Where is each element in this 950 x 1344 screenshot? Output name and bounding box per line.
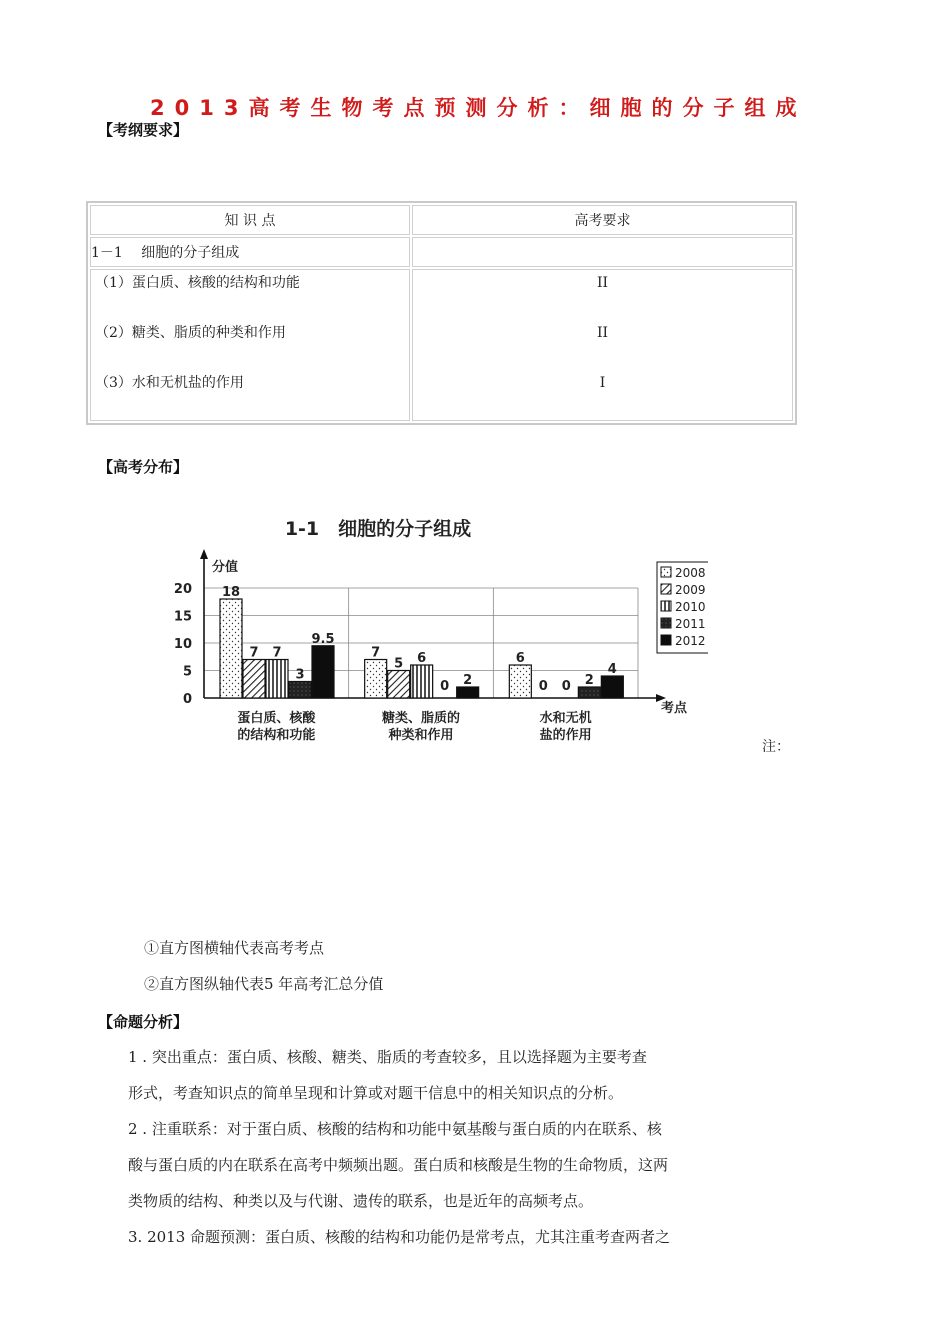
table-level: I bbox=[599, 375, 606, 391]
bar bbox=[365, 660, 387, 699]
note-line: ①直方图横轴代表高考考点 bbox=[144, 939, 325, 957]
x-category-label: 种类和作用 bbox=[388, 728, 454, 743]
bar bbox=[457, 687, 479, 698]
legend-label: 2011 bbox=[675, 617, 706, 631]
analysis-line: 类物质的结构、种类以及与代谢、遗传的联系，也是近年的高频考点。 bbox=[128, 1192, 594, 1210]
table-levels bbox=[412, 269, 793, 421]
table-item: （2）糖类、脂质的种类和作用 bbox=[95, 325, 286, 341]
analysis-line: 3. 2013 命题预测：蛋白质、核酸的结构和功能仍是常考点，尤其注重考查两者之 bbox=[128, 1228, 671, 1246]
y-axis-arrow bbox=[200, 549, 208, 559]
y-tick-label: 5 bbox=[182, 664, 192, 680]
legend-swatch bbox=[661, 584, 671, 594]
legend-label: 2009 bbox=[675, 583, 706, 597]
bar bbox=[578, 687, 600, 698]
note-line: ②直方图纵轴代表5 年高考汇总分值 bbox=[144, 975, 384, 993]
bar-value-label: 9.5 bbox=[311, 631, 335, 647]
y-tick-label: 0 bbox=[182, 692, 192, 707]
table-item: （1）蛋白质、核酸的结构和功能 bbox=[95, 275, 300, 291]
table-header-knowledge: 知 识 点 bbox=[90, 205, 410, 235]
bar bbox=[411, 665, 433, 698]
y-tick-label: 10 bbox=[173, 637, 192, 652]
analysis-line: 形式，考查知识点的简单呈现和计算或对题干信息中的相关知识点的分析。 bbox=[128, 1084, 624, 1102]
table-topic-level-empty bbox=[412, 237, 793, 267]
note-label: 注： bbox=[762, 739, 790, 755]
bar-value-label: 7 bbox=[249, 645, 259, 661]
legend-label: 2012 bbox=[675, 634, 706, 648]
table-item: （3）水和无机盐的作用 bbox=[95, 375, 244, 391]
table-topic: 1－1 细胞的分子组成 bbox=[90, 237, 410, 267]
y-tick-label: 15 bbox=[173, 609, 192, 625]
y-axis-label: 分值 bbox=[212, 560, 239, 575]
bar-value-label: 2 bbox=[584, 673, 594, 688]
requirements-table bbox=[86, 201, 797, 425]
x-category-label: 蛋白质、核酸 bbox=[237, 711, 316, 726]
bar-value-label: 7 bbox=[272, 645, 282, 661]
table-items bbox=[90, 269, 410, 421]
bar-value-label: 18 bbox=[221, 585, 241, 600]
page-title: 2013高考生物考点预测分析：细胞的分子组成 bbox=[150, 96, 807, 120]
legend-swatch bbox=[661, 567, 671, 577]
bar bbox=[312, 646, 334, 698]
y-tick-label: 20 bbox=[173, 582, 192, 597]
legend-swatch bbox=[661, 618, 671, 628]
table-header-level: 高考要求 bbox=[412, 205, 793, 235]
bar bbox=[388, 671, 410, 699]
section-distribution: 【高考分布】 bbox=[98, 458, 189, 476]
bar-value-label: 6 bbox=[515, 651, 525, 666]
bar-value-label: 0 bbox=[440, 679, 450, 694]
table-level: II bbox=[596, 275, 609, 291]
bar bbox=[266, 660, 288, 699]
bar-value-label: 7 bbox=[371, 645, 381, 661]
x-category-label: 盐的作用 bbox=[539, 728, 592, 743]
bar bbox=[289, 682, 311, 699]
bar bbox=[601, 676, 623, 698]
chart-title: 1-1 细胞的分子组成 bbox=[284, 518, 472, 540]
bar-value-label: 6 bbox=[417, 651, 427, 666]
bar bbox=[243, 660, 265, 699]
bar-value-label: 0 bbox=[538, 679, 548, 694]
table-level: II bbox=[596, 325, 609, 341]
bar bbox=[220, 599, 242, 698]
bar-value-label: 5 bbox=[394, 656, 404, 672]
bar-value-label: 2 bbox=[463, 673, 473, 688]
x-axis-label: 考点 bbox=[660, 701, 688, 716]
legend-label: 2010 bbox=[675, 600, 706, 614]
section-requirements: 【考纲要求】 bbox=[98, 121, 189, 139]
legend-swatch bbox=[661, 635, 671, 645]
section-analysis: 【命题分析】 bbox=[98, 1013, 189, 1031]
analysis-line: 酸与蛋白质的内在联系在高考中频频出题。蛋白质和核酸是生物的生命物质，这两 bbox=[128, 1156, 669, 1174]
bar-value-label: 3 bbox=[295, 667, 305, 683]
analysis-line: 2 . 注重联系：对于蛋白质、核酸的结构和功能中氨基酸与蛋白质的内在联系、核 bbox=[128, 1120, 662, 1138]
analysis-line: 1 . 突出重点：蛋白质、核酸、糖类、脂质的考查较多，且以选择题为主要考查 bbox=[128, 1048, 647, 1066]
legend-label: 2008 bbox=[675, 566, 706, 580]
bar-chart bbox=[168, 505, 708, 755]
x-category-label: 糖类、脂质的 bbox=[381, 711, 461, 726]
bar bbox=[509, 665, 531, 698]
analysis-paragraphs bbox=[128, 1039, 748, 1255]
x-category-label: 水和无机 bbox=[539, 711, 592, 726]
bar-value-label: 4 bbox=[607, 662, 617, 677]
x-category-label: 的结构和功能 bbox=[237, 728, 316, 743]
bar-value-label: 0 bbox=[561, 679, 571, 694]
legend-swatch bbox=[661, 601, 671, 611]
